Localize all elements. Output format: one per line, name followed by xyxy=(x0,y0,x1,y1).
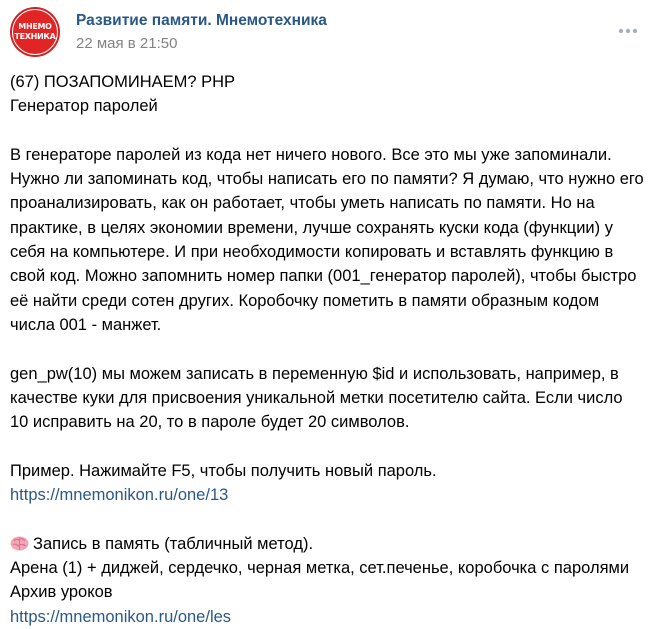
avatar[interactable] xyxy=(10,7,60,57)
post-date[interactable]: 22 мая в 21:50 xyxy=(76,35,178,52)
archive-label: Архив уроков xyxy=(10,583,113,602)
paragraph-line: её найти среди сотен других. Коробочку пометить в памяти образным кодом xyxy=(10,291,600,310)
paragraph-line: проанализировать, как он работает, чтобы уметь написать по памяти. Но на xyxy=(10,194,595,213)
avatar-logo xyxy=(12,9,58,55)
avatar-logo-line1: МНЕМО xyxy=(18,22,52,31)
paragraph-line: Нужно ли запоминать код, чтобы написать его по памяти? Я думаю, что нужно его xyxy=(10,170,644,189)
paragraph-line: В генераторе паролей из кода нет ничего нового. Все это мы уже запоминали. xyxy=(10,145,612,164)
paragraph-line: практике, в целях экономии времени, лучше сохранять куски кода (функции) у xyxy=(10,218,613,237)
archive-link[interactable]: https://mnemonikon.ru/one/les xyxy=(10,607,232,626)
paragraph-line: числа 001 - манжет. xyxy=(10,315,162,334)
avatar-logo-line2: ТЕХНИКА xyxy=(14,32,56,41)
post-title: (67) ПОЗАПОМИНАЕМ? PHP xyxy=(10,73,236,91)
post-header xyxy=(10,7,650,57)
memory-note: Запись в память (табличный метод). xyxy=(33,534,314,553)
example-text: Пример. Нажимайте F5, чтобы получить новый пароль. xyxy=(10,461,437,480)
paragraph-line: качестве куки для присвоения уникальной метки посетителю сайта. Если число xyxy=(10,388,623,407)
paragraph-line: gen_pw(10) мы можем записать в переменную $id и использовать, например, в xyxy=(10,364,619,383)
post-subtitle: Генератор паролей xyxy=(10,97,158,116)
author-name[interactable]: Развитие памяти. Мнемотехника xyxy=(76,12,327,29)
more-horizontal-icon[interactable] xyxy=(618,27,638,35)
memory-note-line xyxy=(10,532,650,556)
post-text xyxy=(10,70,650,629)
paragraph-line: себя на компьютере. И при необходимости копировать и вставлять функцию в xyxy=(10,243,614,262)
paragraph-line: 10 исправить на 20, то в пароле будет 20 символов. xyxy=(10,413,410,432)
arena-line: Арена (1) + диджей, сердечко, черная метка, сет.печенье, коробочка с паролями xyxy=(10,558,630,577)
paragraph-line: свой код. Можно запомнить номер папки (001_генератор паролей), чтобы быстро xyxy=(10,267,637,286)
lesson-link[interactable]: https://mnemonikon.ru/one/13 xyxy=(10,486,229,505)
brain-icon xyxy=(10,534,29,550)
